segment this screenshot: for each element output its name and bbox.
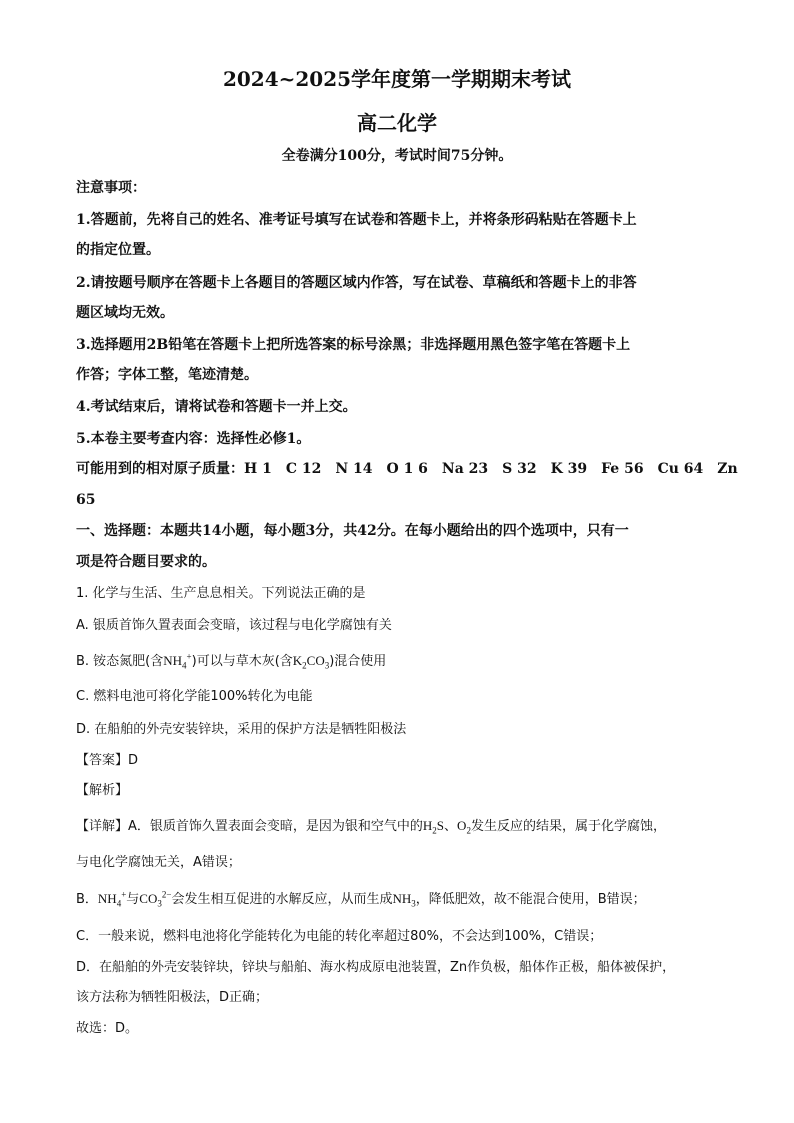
section-heading-line1: 一、选择题：本题共14小题，每小题3分，共42分。在每小题给出的四个选项中，只有一 (76, 523, 629, 539)
atomic-masses-line1: 可能用到的相对原子质量：H 1 C 12 N 14 O 1 6 Na 23 S 32 K 39 Fe 56 Cu 64 Zn (76, 461, 738, 477)
detail-line-6: 该方法称为牺牲阳极法，D正确； (76, 990, 269, 1005)
note-3b: 作答；字体工整，笔迹清楚。 (76, 367, 258, 383)
question-stem: 1. 化学与生活、生产息息相关。下列说法正确的是 (76, 586, 366, 601)
detail-line-1 (76, 816, 666, 837)
section-heading-line2: 项是符合题目要求的。 (76, 554, 216, 570)
detail-3-and: 与 (126, 892, 140, 907)
detail-line-7: 故选：D。 (76, 1021, 139, 1036)
option-b-suffix: )混合使用 (329, 654, 387, 669)
detail-1-prefix: 【详解】A．银质首饰久置表面会变暗，是因为银和空气中的 (76, 819, 423, 834)
h2s-formula: $H_2S$ (422, 818, 445, 836)
option-d: D. 在船舶的外壳安装锌块，采用的保护方法是牺牲阳极法 (76, 722, 407, 737)
exam-title: 2024~2025学年度第一学期期末考试 (222, 67, 572, 91)
detail-line-4: C．一般来说，燃料电池将化学能转化为电能的转化率超过80%，不会达到100%，C错误； (76, 929, 603, 944)
note-5: 5.本卷主要考查内容：选择性必修1。 (76, 431, 311, 447)
o2-formula: $O_2$ (457, 818, 471, 836)
option-b-prefix: B. 铵态氮肥(含 (76, 654, 164, 669)
potassium-carbonate-formula: $K_2CO_3$ (292, 653, 330, 671)
note-2a: 2.请按题号顺序在答题卡上各题目的答题区域内作答，写在试卷、草稿纸和答题卡上的非答 (76, 275, 637, 291)
subject-title: 高二化学 (357, 111, 437, 135)
detail-1-separator: 、 (444, 819, 458, 834)
option-a: A. 银质首饰久置表面会变暗，该过程与电化学腐蚀有关 (76, 618, 392, 633)
note-1b: 的指定位置。 (76, 242, 160, 258)
detail-line-3 (76, 889, 646, 910)
note-4: 4.考试结束后，请将试卷和答题卡一并上交。 (76, 399, 357, 415)
ammonia-formula: $NH_3$ (392, 891, 416, 909)
option-b (76, 651, 386, 672)
ammonium-ion-formula: $NH_4^+$ (97, 889, 127, 909)
exam-info: 全卷满分100分，考试时间75分钟。 (281, 148, 513, 164)
atomic-masses-line2: 65 (76, 492, 96, 508)
detail-1-suffix: 发生反应的结果，属于化学腐蚀， (470, 819, 666, 834)
option-c: C. 燃料电池可将化学能100%转化为电能 (76, 689, 313, 704)
detail-line-2: 与电化学腐蚀无关，A错误； (76, 855, 241, 870)
carbonate-ion-formula: $CO_3^{2-}$ (139, 889, 172, 909)
notes-heading: 注意事项： (76, 180, 146, 196)
note-3a: 3.选择题用2B铅笔在答题卡上把所选答案的标号涂黑；非选择题用黑色签字笔在答题卡上 (76, 337, 631, 353)
note-1a: 1.答题前，先将自己的姓名、准考证号填写在试卷和答题卡上，并将条形码粘贴在答题卡上 (76, 212, 637, 228)
option-b-middle: )可以与草木灰(含 (191, 654, 293, 669)
ammonium-formula: $NH_4^+$ (163, 651, 192, 671)
answer-value: D (128, 753, 139, 768)
detail-3-middle: 会发生相互促进的水解反应，从而生成 (171, 892, 393, 907)
detail-3-suffix: ，降低肥效，故不能混合使用，B错误； (415, 892, 646, 907)
answer-label: 【答案】 (76, 753, 129, 768)
analysis-label: 【解析】 (76, 783, 129, 798)
note-2b: 题区域均无效。 (76, 305, 174, 321)
detail-3-prefix: B． (76, 892, 98, 907)
detail-line-5: D．在船舶的外壳安装锌块，锌块与船舶、海水构成原电池装置，Zn作负极，船体作正极，船体被保护， (76, 960, 676, 975)
answer-line (76, 751, 138, 771)
